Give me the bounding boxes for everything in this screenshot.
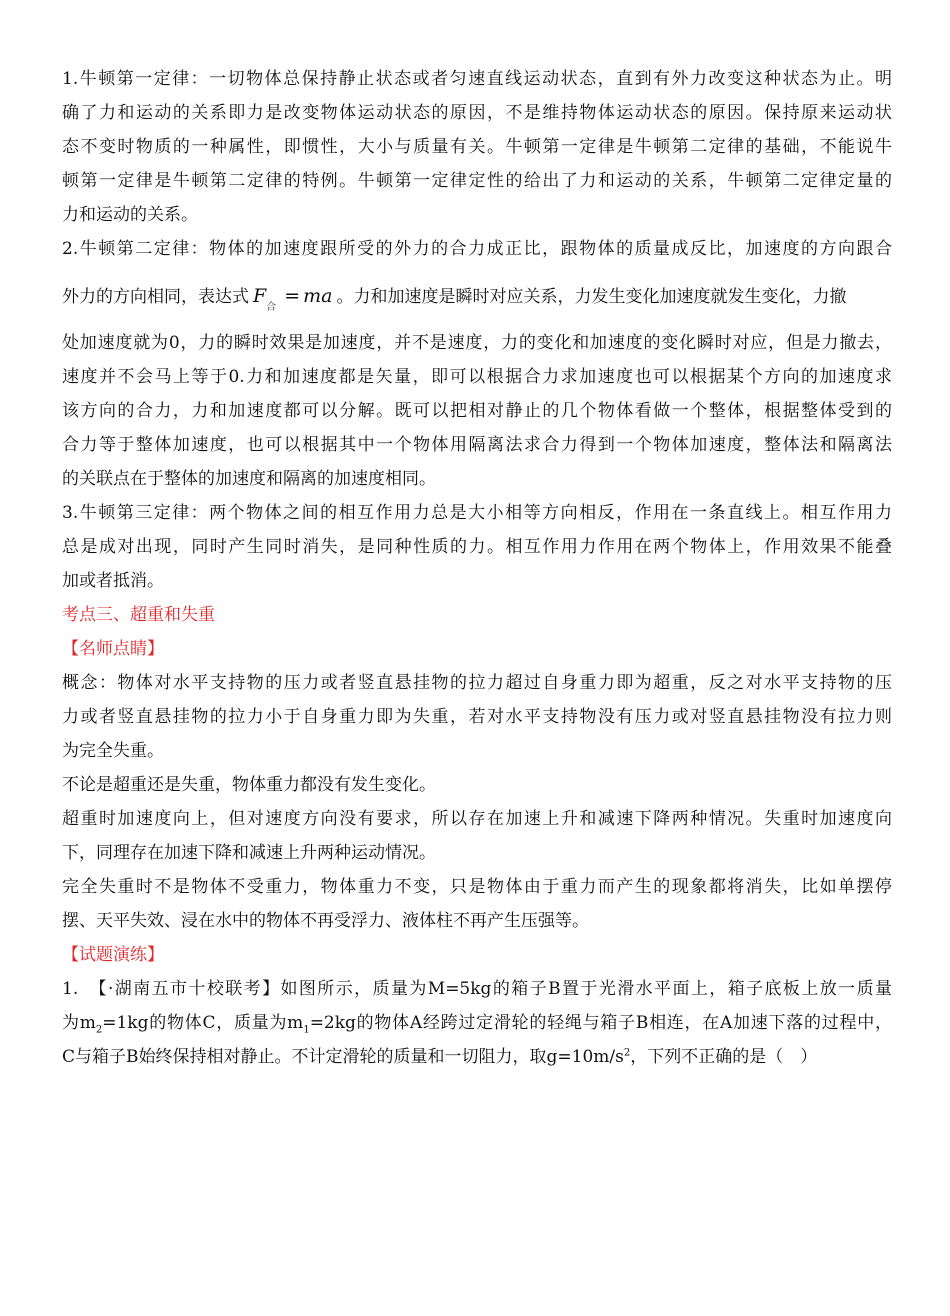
paragraph-line: 1.牛顿第一定律：一切物体总保持静止状态或者匀速直线运动状态，直到有外力改变这种状态为止。明 [62,69,892,89]
complete-weightlessness-paragraph [62,870,892,938]
paragraph-line: 确了力和运动的关系即力是改变物体运动状态的原因，不是维持物体运动状态的原因。保持原来运动状 [62,103,892,123]
subscript: 2 [95,1024,103,1036]
formula-equals: = [284,285,301,307]
subscript: 1 [303,1024,310,1036]
formula-suffix: 。力和加速度是瞬时对应关系，力发生变化加速度就发生变化，力撤 [336,287,847,307]
paragraph-line: 概念：物体对水平支持物的压力或者竖直悬挂物的拉力超过自身重力即为超重，反之对水平支持物的压 [62,673,892,693]
paragraph-line: 速度并不会马上等于0.力和加速度都是矢量，即可以根据合力求加速度也可以根据某个方向的加速度求 [62,367,892,387]
paragraph-line: 3.牛顿第三定律：两个物体之间的相互作用力总是大小相等方向相反，作用在一条直线上。相互作用力 [62,503,892,523]
formula-line [62,266,892,326]
section-heading: 考点三、超重和失重 [62,605,215,625]
problem-text: =1kg的物体C，质量为m [102,1013,304,1033]
problem-line [62,1006,892,1040]
practice-heading: 【试题演练】 [62,945,164,965]
superscript: 2 [623,1047,631,1059]
newton-first-law-paragraph [62,62,892,232]
paragraph-line: 摆、天平失效、浸在水中的物体不再受浮力、液体柱不再产生压强等。 [62,911,589,931]
tip-heading: 【名师点睛】 [62,639,164,659]
paragraph-line: 完全失重时不是物体不受重力，物体重力不变，只是物体由于重力而产生的现象都将消失，比如单摆停 [62,877,892,897]
newton-second-law-paragraph [62,232,892,496]
paragraph-line: 力或者竖直悬挂物的拉力小于自身重力即为失重，若对水平支持物没有压力或对竖直悬挂物没有拉力则 [62,707,892,727]
document-page [62,62,892,1074]
problem-1 [62,972,892,1074]
paragraph-line: 超重时加速度向上，但对速度方向没有要求，所以存在加速上升和减速下降两种情况。失重时加速度向 [62,809,892,829]
paragraph-line: 该方向的合力，力和加速度都可以分解。既可以把相对静止的几个物体看做一个整体，根据整体受到的 [62,401,892,421]
paragraph-line: 合力等于整体加速度，也可以根据其中一个物体用隔离法求合力得到一个物体加速度，整体法和隔离法 [62,435,892,455]
problem-line [62,1040,892,1074]
acceleration-paragraph [62,802,892,870]
paragraph-line: 下，同理存在加速下降和减速上升两种运动情况。 [62,843,436,863]
formula-rhs: ma [303,285,333,307]
paragraph-line: 顿第一定律是牛顿第二定律的特例。牛顿第一定律定性的给出了力和运动的关系，牛顿第二定律定量的 [62,171,892,191]
problem-text: 为m [62,1013,96,1033]
formula-F: F [253,285,267,307]
concept-paragraph [62,666,892,768]
net-force-formula [253,266,332,330]
problem-text: C与箱子B始终保持相对静止。不计定滑轮的质量和一切阻力，取g=10m/s [62,1047,624,1067]
paragraph-line: 加或者抵消。 [62,571,164,591]
problem-text: ，下列不正确的是（ ） [630,1047,818,1067]
formula-subscript: 合 [266,302,277,313]
paragraph-line: 为完全失重。 [62,741,164,761]
paragraph-line: 处加速度就为0，力的瞬时效果是加速度，并不是速度，力的变化和加速度的变化瞬时对应，但是力撤去， [62,333,892,353]
problem-text: =2kg的物体A经跨过定滑轮的轻绳与箱子B相连，在A加速下落的过程中， [309,1013,893,1033]
paragraph-line: 态不变时物质的一种属性，即惯性，大小与质量有关。牛顿第一定律是牛顿第二定律的基础，不能说牛 [62,137,892,157]
formula-prefix: 外力的方向相同，表达式 [62,287,249,307]
paragraph-line: 力和运动的关系。 [62,205,198,225]
paragraph-line: 总是成对出现，同时产生同时消失，是同种性质的力。相互作用力作用在两个物体上，作用效果不能叠 [62,537,892,557]
paragraph-line: 2.牛顿第二定律：物体的加速度跟所受的外力的合力成正比，跟物体的质量成反比，加速度的方向跟合 [62,239,892,259]
weight-note: 不论是超重还是失重，物体重力都没有发生变化。 [62,775,436,795]
newton-third-law-paragraph [62,496,892,598]
problem-line: 1. 【·湖南五市十校联考】如图所示，质量为M=5kg的箱子B置于光滑水平面上，箱子底板上放一质量 [62,979,892,999]
paragraph-line: 的关联点在于整体的加速度和隔离的加速度相同。 [62,469,436,489]
